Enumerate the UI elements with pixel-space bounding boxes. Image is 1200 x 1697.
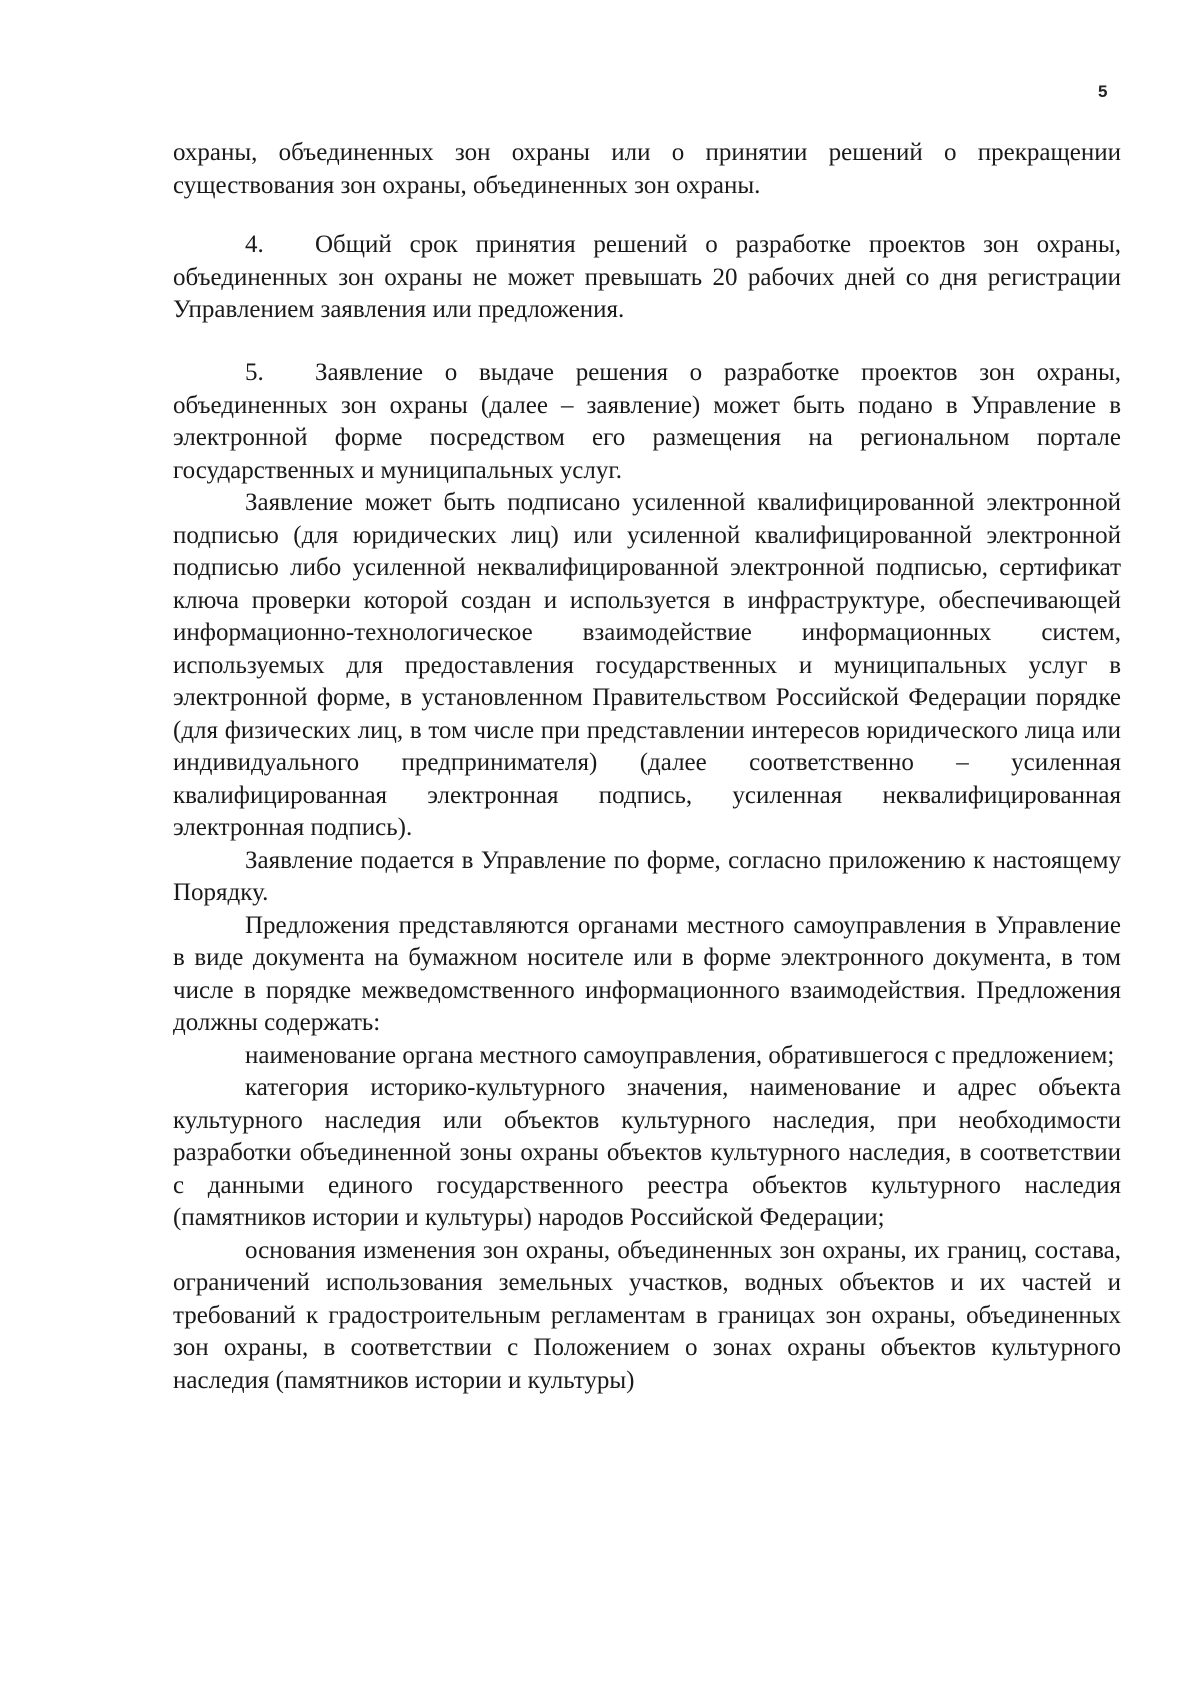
page-number: 5 xyxy=(1098,82,1108,101)
paragraph-text xyxy=(173,229,1121,327)
paragraph-5-block xyxy=(173,357,1121,1397)
item-text: Заявление о выдаче решения о разработке проектов зон охраны, объединенных зон охраны (далее – заявление) может быть подано в Управление в электронной форме посредством его размещения на региональном портале государственных и муниципальных услуг. xyxy=(173,359,1121,484)
paragraph-category: категория историко-культурного значения, наименование и адрес объекта культурного наследия или объектов культурного наследия, при необходимости разработки объединенной зоны охраны объектов культурного наследия, в соответствии с данными единого государственного реестра объектов культурного наследия (памятников истории и культуры) народов Российской Федерации; xyxy=(173,1074,1121,1231)
item-number: 5. xyxy=(245,359,264,386)
paragraph-application-form: Заявление подается в Управление по форме, согласно приложению к настоящему Порядку. xyxy=(173,846,1121,906)
paragraph-text: охраны, объединенных зон охраны или о принятии решений о прекращении существования зон охраны, объединенных зон охраны. xyxy=(173,139,1121,199)
paragraph-5 xyxy=(173,357,1121,487)
paragraph-continuation xyxy=(173,137,1121,202)
paragraph-signature: Заявление может быть подписано усиленной квалифицированной электронной подписью (для юридических лиц) или усиленной квалифицированной электронной подписью либо усиленной неквалифицированной электронной подписью, сертификат ключа проверки которой создан и используется в инфраструктуре, обеспечивающей информационно-технологическое взаимодействие информационных систем, используемых для предоставления государственных и муниципальных услуг в электронной форме, в установленном Правительством Российской Федерации порядке (для физических лиц, в том числе при представлении интересов юридического лица или индивидуального предпринимателя) (далее соответственно – усиленная квалифицированная электронная подпись, усиленная неквалифицированная электронная подпись). xyxy=(173,489,1121,841)
paragraph-authority-name: наименование органа местного самоуправления, обратившегося с предложением; xyxy=(245,1041,1115,1069)
paragraph-proposals: Предложения представляются органами местного самоуправления в Управление в виде документа на бумажном носителе или в форме электронного документа, в том числе в порядке межведомственного информационного взаимодействия. Предложения должны содержать: xyxy=(173,911,1121,1036)
paragraph-4 xyxy=(173,229,1121,327)
paragraph-grounds: основания изменения зон охраны, объединенных зон охраны, их границ, состава, ограничений использования земельных участков, водных объектов и их частей и требований к градостроительным регламентам в границах зон охраны, объединенных зон охраны, в соответствии с Положением о зонах охраны объектов культурного наследия (памятников истории и культуры) xyxy=(173,1236,1121,1394)
item-text: Общий срок принятия решений о разработке проектов зон охраны, объединенных зон охраны не может превышать 20 рабочих дней со дня регистрации Управлением заявления или предложения. xyxy=(173,231,1121,323)
item-number: 4. xyxy=(245,231,264,258)
